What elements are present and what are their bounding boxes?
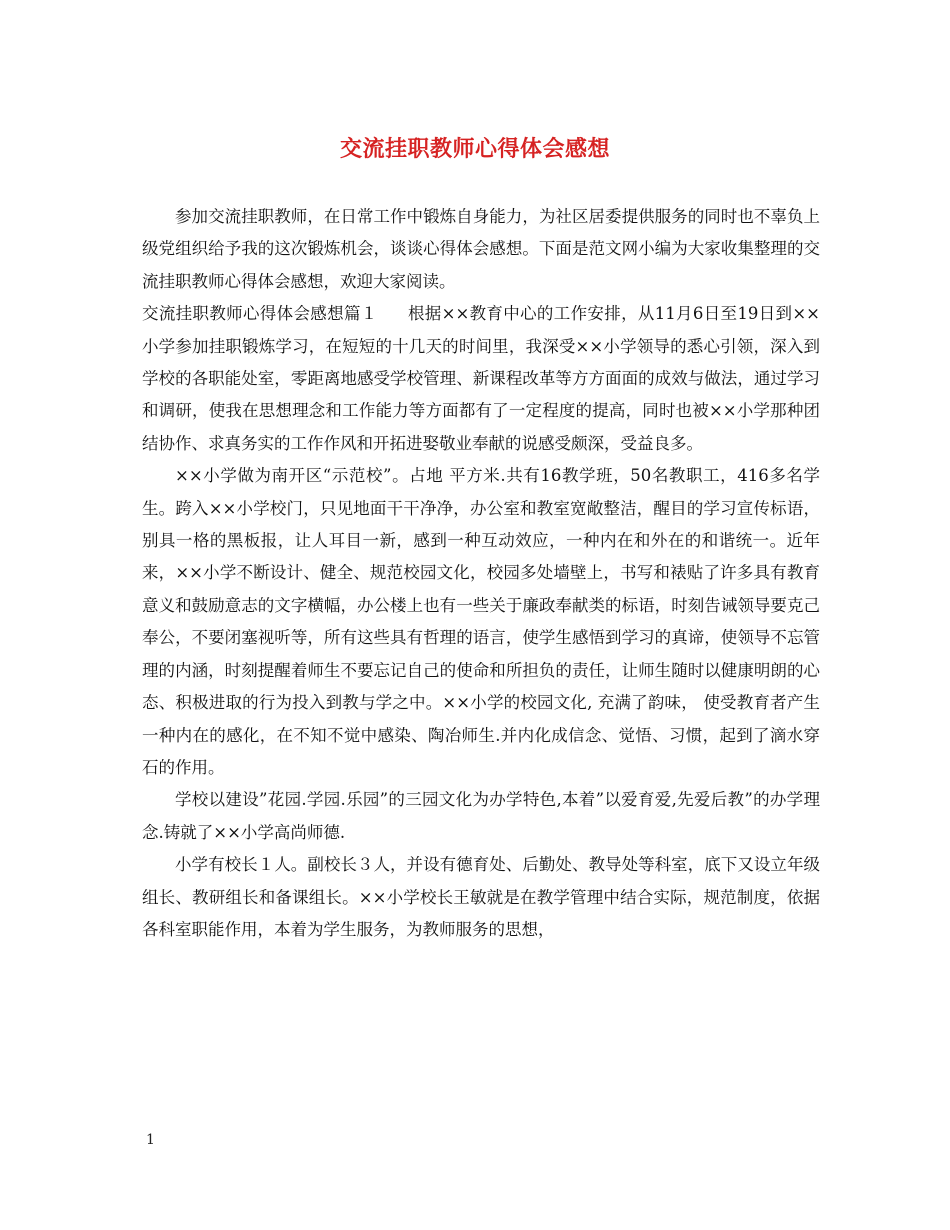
- school-management-paragraph: 小学有校长１人。副校长３人，并设有德育处、后勤处、教导处等科室，底下又设立年级组长、教研组长和备课组长。××小学校长王敏就是在教学管理中结合实际，规范制度，依据各科室职能作用，本着为学生服务，为教师服务的思想，: [142, 855, 820, 939]
- document-body: [142, 201, 820, 946]
- school-overview-paragraph: ××小学做为南开区“示范校”。占地 平方米.共有16教学班，50名教职工，416多名学生。跨入××小学校门，只见地面干干净净，办公室和教室宽敞整洁，醒目的学习宣传标语，别具一格的黑板报，让人耳目一新，感到一种互动效应，一种内在和外在的和谐统一。近年来，××小学不断设计、健全、规范校园文化，校园多处墙壁上，书写和裱贴了许多具有教育意义和鼓励意志的文字横幅，办公楼上也有一些关于廉政奉献类的标语，时刻告诫领导要克己奉公，不要闭塞视听等，所有这些具有哲理的语言，使学生感悟到学习的真谛，使领导不忘管理的内涵，时刻提醒着师生不要忘记自己的使命和所担负的责任，让师生随时以健康明朗的心态、积极进取的行为投入到教与学之中。××小学的校园文化, 充满了韵味， 使受教育者产生一种内在的感化，在不知不觉中感染、陶冶师生.并内化成信念、觉悟、习惯，起到了滴水穿石的作用。: [142, 466, 820, 777]
- school-culture-paragraph: 学校以建设”花园.学园.乐园”的三园文化为办学特色,本着”以爱育爱,先爱后教”的办学理念.铸就了××小学高尚师德.: [142, 790, 820, 842]
- section-paragraph: [142, 298, 820, 460]
- document-title: 交流挂职教师心得体会感想: [339, 136, 610, 162]
- section-heading: 交流挂职教师心得体会感想篇１: [142, 304, 378, 324]
- section-first-text: 根据××教育中心的工作安排，从11月6日至19日到××小学参加挂职锻炼学习，在短短的十几天的时间里，我深受××小学领导的悉心引领，深入到学校的各职能处室，零距离地感受学校管理、新课程改革等方方面面的成效与做法，通过学习和调研，使我在思想理念和工作能力等方面都有了一定程度的提高，同时也被××小学那种团结协作、求真务实的工作作风和开拓进娶敬业奉献的说感受颇深，受益良多。: [142, 304, 821, 453]
- intro-paragraph: 参加交流挂职教师，在日常工作中锻炼自身能力，为社区居委提供服务的同时也不辜负上级党组织给予我的这次锻炼机会，谈谈心得体会感想。下面是范文网小编为大家收集整理的交流挂职教师心得体会感想，欢迎大家阅读。: [142, 207, 820, 291]
- page-number: 1: [146, 1132, 155, 1148]
